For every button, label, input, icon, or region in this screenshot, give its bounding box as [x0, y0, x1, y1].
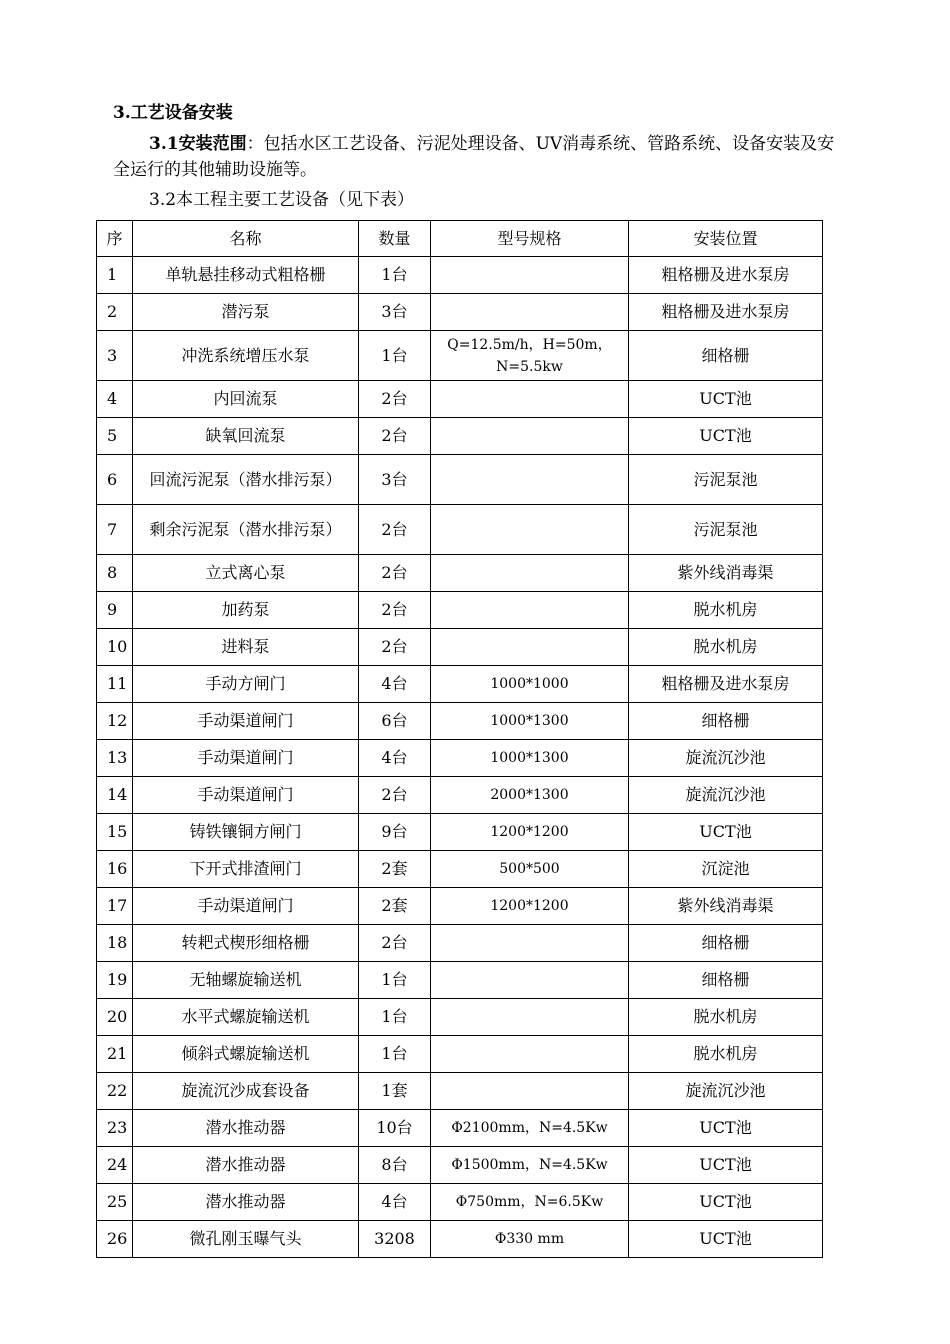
- header-spec: 型号规格: [431, 221, 629, 257]
- cell-name: 冲洗系统增压水泵: [133, 331, 359, 381]
- cell-spec: [431, 1073, 629, 1110]
- scope-label: 3.1安装范围: [149, 134, 247, 154]
- cell-name: 旋流沉沙成套设备: [133, 1073, 359, 1110]
- cell-location: 细格栅: [629, 331, 823, 381]
- cell-spec: [431, 555, 629, 592]
- table-row: [97, 925, 823, 962]
- cell-qty: 6台: [359, 703, 431, 740]
- cell-name: 内回流泵: [133, 381, 359, 418]
- table-body: [97, 257, 823, 1258]
- cell-qty: 3208: [359, 1221, 431, 1258]
- cell-spec: 1000*1300: [431, 740, 629, 777]
- cell-spec: [431, 1036, 629, 1073]
- cell-location: UCT池: [629, 1184, 823, 1221]
- cell-location: 旋流沉沙池: [629, 1073, 823, 1110]
- cell-location: 细格栅: [629, 925, 823, 962]
- cell-spec: 500*500: [431, 851, 629, 888]
- table-header-row: [97, 221, 823, 257]
- table-row: [97, 1110, 823, 1147]
- cell-location: 粗格栅及进水泵房: [629, 257, 823, 294]
- cell-spec: Φ750mm，N=6.5Kw: [431, 1184, 629, 1221]
- cell-no: 1: [97, 257, 133, 294]
- cell-location: UCT池: [629, 814, 823, 851]
- table-row: [97, 592, 823, 629]
- cell-qty: 9台: [359, 814, 431, 851]
- cell-location: 脱水机房: [629, 1036, 823, 1073]
- cell-qty: 8台: [359, 1147, 431, 1184]
- table-row: [97, 703, 823, 740]
- table-row: [97, 1184, 823, 1221]
- cell-name: 潜水推动器: [133, 1147, 359, 1184]
- cell-no: 2: [97, 294, 133, 331]
- cell-no: 5: [97, 418, 133, 455]
- cell-location: 脱水机房: [629, 592, 823, 629]
- cell-no: 15: [97, 814, 133, 851]
- cell-location: 污泥泵池: [629, 505, 823, 555]
- cell-no: 14: [97, 777, 133, 814]
- cell-no: 18: [97, 925, 133, 962]
- cell-no: 13: [97, 740, 133, 777]
- cell-qty: 4台: [359, 740, 431, 777]
- section-title: 3.工艺设备安装: [113, 103, 233, 123]
- cell-no: 11: [97, 666, 133, 703]
- cell-no: 4: [97, 381, 133, 418]
- cell-spec: Φ330 mm: [431, 1221, 629, 1258]
- cell-spec: 1200*1200: [431, 888, 629, 925]
- cell-location: UCT池: [629, 1147, 823, 1184]
- cell-name: 潜污泵: [133, 294, 359, 331]
- table-row: [97, 666, 823, 703]
- cell-qty: 2台: [359, 555, 431, 592]
- cell-qty: 2台: [359, 629, 431, 666]
- table-row: [97, 455, 823, 505]
- cell-qty: 4台: [359, 666, 431, 703]
- cell-location: UCT池: [629, 1221, 823, 1258]
- cell-spec: [431, 999, 629, 1036]
- cell-name: 铸铁镶铜方闸门: [133, 814, 359, 851]
- cell-name: 潜水推动器: [133, 1184, 359, 1221]
- cell-qty: 2台: [359, 418, 431, 455]
- cell-spec: 1200*1200: [431, 814, 629, 851]
- table-row: [97, 814, 823, 851]
- table-row: [97, 1036, 823, 1073]
- table-row: [97, 888, 823, 925]
- cell-qty: 1台: [359, 962, 431, 999]
- cell-spec: 2000*1300: [431, 777, 629, 814]
- cell-qty: 2台: [359, 925, 431, 962]
- cell-qty: 3台: [359, 455, 431, 505]
- table-row: [97, 1147, 823, 1184]
- cell-location: UCT池: [629, 418, 823, 455]
- cell-spec: Q=12.5m/h，H=50m，N=5.5kw: [431, 331, 629, 381]
- table-row: [97, 1073, 823, 1110]
- cell-location: 粗格栅及进水泵房: [629, 666, 823, 703]
- cell-spec: [431, 294, 629, 331]
- cell-name: 手动渠道闸门: [133, 703, 359, 740]
- cell-location: 脱水机房: [629, 629, 823, 666]
- table-row: [97, 1221, 823, 1258]
- cell-qty: 1台: [359, 331, 431, 381]
- table-row: [97, 999, 823, 1036]
- cell-name: 加药泵: [133, 592, 359, 629]
- table-row: [97, 331, 823, 381]
- scope-text: ：包括水区工艺设备、污泥处理设备、UV消毒系统、管路系统、设备安装及安全运行的其他辅助设施等。: [113, 134, 835, 180]
- cell-qty: 1台: [359, 999, 431, 1036]
- cell-spec: [431, 455, 629, 505]
- cell-location: 细格栅: [629, 962, 823, 999]
- cell-name: 手动方闸门: [133, 666, 359, 703]
- table-row: [97, 962, 823, 999]
- cell-location: 污泥泵池: [629, 455, 823, 505]
- header-qty: 数量: [359, 221, 431, 257]
- cell-no: 10: [97, 629, 133, 666]
- cell-no: 21: [97, 1036, 133, 1073]
- table-row: [97, 294, 823, 331]
- cell-spec: [431, 418, 629, 455]
- cell-no: 22: [97, 1073, 133, 1110]
- equipment-table: [96, 220, 823, 1258]
- cell-qty: 1台: [359, 1036, 431, 1073]
- table-intro: 3.2本工程主要工艺设备（见下表）: [149, 190, 415, 210]
- cell-name: 手动渠道闸门: [133, 777, 359, 814]
- cell-no: 6: [97, 455, 133, 505]
- cell-name: 回流污泥泵（潜水排污泵）: [133, 455, 359, 505]
- scope-paragraph: [113, 131, 843, 183]
- cell-no: 25: [97, 1184, 133, 1221]
- cell-location: 紫外线消毒渠: [629, 888, 823, 925]
- cell-no: 12: [97, 703, 133, 740]
- cell-name: 立式离心泵: [133, 555, 359, 592]
- cell-qty: 2台: [359, 777, 431, 814]
- cell-name: 倾斜式螺旋输送机: [133, 1036, 359, 1073]
- cell-spec: [431, 629, 629, 666]
- cell-spec: Φ1500mm，N=4.5Kw: [431, 1147, 629, 1184]
- cell-name: 进料泵: [133, 629, 359, 666]
- cell-location: 细格栅: [629, 703, 823, 740]
- table-row: [97, 505, 823, 555]
- cell-no: 3: [97, 331, 133, 381]
- cell-qty: 3台: [359, 294, 431, 331]
- cell-location: 紫外线消毒渠: [629, 555, 823, 592]
- cell-spec: [431, 257, 629, 294]
- cell-name: 手动渠道闸门: [133, 888, 359, 925]
- cell-no: 19: [97, 962, 133, 999]
- header-location: 安装位置: [629, 221, 823, 257]
- table-row: [97, 629, 823, 666]
- cell-qty: 10台: [359, 1110, 431, 1147]
- table-row: [97, 381, 823, 418]
- cell-name: 转耙式楔形细格栅: [133, 925, 359, 962]
- header-name: 名称: [133, 221, 359, 257]
- cell-name: 水平式螺旋输送机: [133, 999, 359, 1036]
- table-row: [97, 777, 823, 814]
- cell-no: 7: [97, 505, 133, 555]
- cell-location: 脱水机房: [629, 999, 823, 1036]
- table-row: [97, 257, 823, 294]
- cell-no: 26: [97, 1221, 133, 1258]
- cell-spec: [431, 381, 629, 418]
- table-row: [97, 851, 823, 888]
- cell-name: 剩余污泥泵（潜水排污泵）: [133, 505, 359, 555]
- cell-name: 缺氧回流泵: [133, 418, 359, 455]
- cell-location: UCT池: [629, 1110, 823, 1147]
- table-row: [97, 555, 823, 592]
- cell-name: 无轴螺旋输送机: [133, 962, 359, 999]
- cell-spec: [431, 962, 629, 999]
- cell-name: 手动渠道闸门: [133, 740, 359, 777]
- cell-name: 下开式排渣闸门: [133, 851, 359, 888]
- cell-no: 9: [97, 592, 133, 629]
- cell-spec: [431, 592, 629, 629]
- cell-spec: [431, 925, 629, 962]
- cell-location: UCT池: [629, 381, 823, 418]
- cell-no: 16: [97, 851, 133, 888]
- cell-qty: 1套: [359, 1073, 431, 1110]
- cell-no: 24: [97, 1147, 133, 1184]
- cell-spec: 1000*1300: [431, 703, 629, 740]
- cell-qty: 2台: [359, 592, 431, 629]
- cell-qty: 2套: [359, 888, 431, 925]
- cell-no: 20: [97, 999, 133, 1036]
- cell-spec: Φ2100mm，N=4.5Kw: [431, 1110, 629, 1147]
- cell-name: 单轨悬挂移动式粗格栅: [133, 257, 359, 294]
- cell-no: 23: [97, 1110, 133, 1147]
- cell-qty: 2台: [359, 505, 431, 555]
- header-no: 序: [97, 221, 133, 257]
- cell-location: 旋流沉沙池: [629, 777, 823, 814]
- cell-no: 17: [97, 888, 133, 925]
- cell-qty: 2台: [359, 381, 431, 418]
- cell-location: 旋流沉沙池: [629, 740, 823, 777]
- cell-spec: [431, 505, 629, 555]
- cell-name: 潜水推动器: [133, 1110, 359, 1147]
- table-row: [97, 418, 823, 455]
- cell-location: 粗格栅及进水泵房: [629, 294, 823, 331]
- cell-spec: 1000*1000: [431, 666, 629, 703]
- cell-qty: 1台: [359, 257, 431, 294]
- cell-qty: 2套: [359, 851, 431, 888]
- cell-location: 沉淀池: [629, 851, 823, 888]
- table-row: [97, 740, 823, 777]
- cell-no: 8: [97, 555, 133, 592]
- cell-qty: 4台: [359, 1184, 431, 1221]
- cell-name: 微孔刚玉曝气头: [133, 1221, 359, 1258]
